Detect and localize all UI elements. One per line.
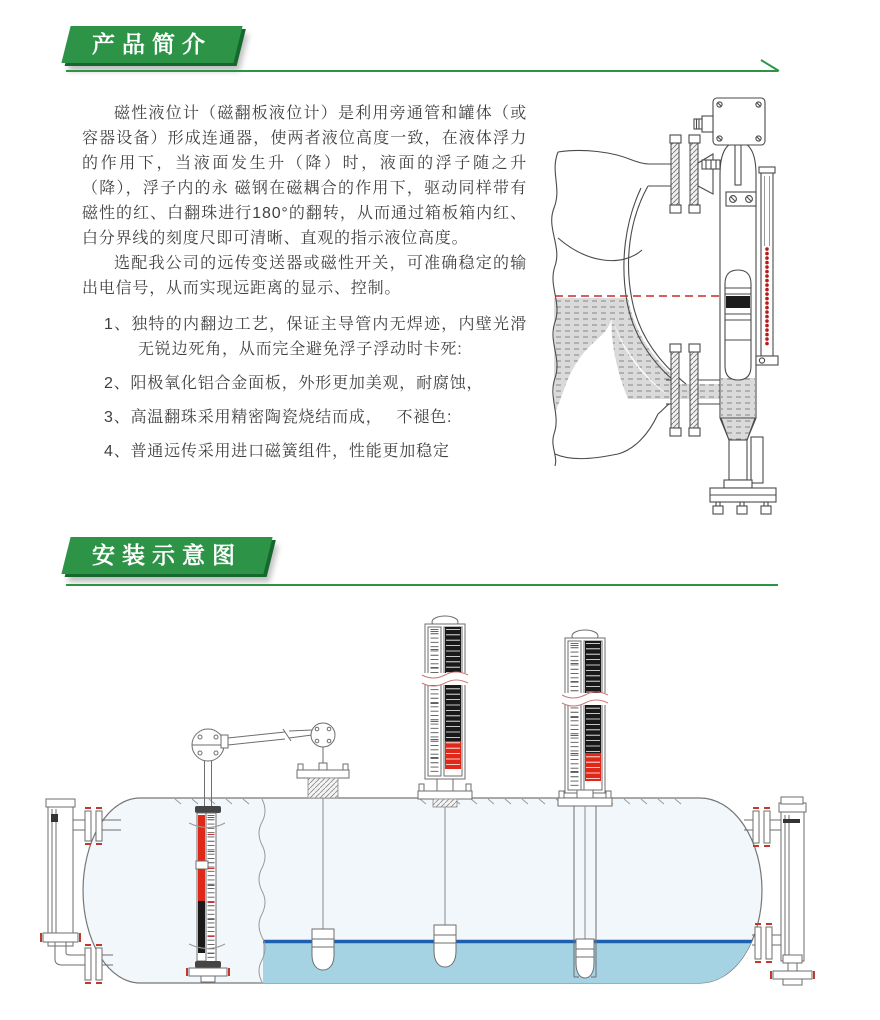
feature-item: 2、阳极氧化铝合金面板，外形更加美观，耐腐蚀， bbox=[104, 375, 484, 392]
section-intro-banner bbox=[66, 26, 238, 63]
horizontal-tank bbox=[83, 798, 768, 984]
feature-item: 1、独特的内翻边工艺，保证主导管内无焊迹，内壁光滑无锐边死角，从而完全避免浮子浮动时卡死: bbox=[104, 316, 527, 358]
feature-item: 4、普通远传采用进口磁簧组件，性能更加稳定 bbox=[104, 443, 450, 460]
mounting-flange bbox=[418, 791, 472, 799]
section-intro-divider bbox=[66, 70, 778, 72]
tank-nozzle-flange bbox=[297, 770, 349, 778]
float-in-tank bbox=[312, 929, 334, 970]
drain-flange bbox=[773, 971, 812, 979]
section-install-title: 安装示意图 bbox=[92, 542, 242, 568]
float-in-tank bbox=[434, 925, 456, 967]
junction-box bbox=[694, 98, 765, 145]
tank-liquid bbox=[263, 942, 768, 985]
float bbox=[725, 270, 751, 380]
length-break-mark bbox=[562, 692, 608, 706]
section-intro-title: 产品简介 bbox=[92, 31, 212, 57]
section-install-banner bbox=[66, 537, 268, 574]
installation-diagram bbox=[25, 593, 880, 1018]
section-install-divider bbox=[66, 584, 778, 586]
mounting-flange bbox=[558, 798, 612, 806]
intro-paragraph: 选配我公司的远传变送器或磁性开关，可准确稳定的输出电信号，从而实现远距离的显示、控制。 bbox=[82, 255, 527, 297]
indicator-rail bbox=[756, 167, 778, 365]
intro-text-block bbox=[82, 101, 527, 473]
drain-flange bbox=[710, 437, 776, 514]
upper-nozzle-flange bbox=[648, 135, 713, 213]
cable-gland bbox=[694, 116, 713, 132]
float-in-tube bbox=[576, 939, 594, 978]
chamber-clamp bbox=[726, 192, 756, 206]
feature-list bbox=[82, 312, 527, 464]
divider-arrow-icon bbox=[759, 59, 781, 72]
length-break-mark bbox=[422, 672, 468, 686]
flange bbox=[43, 933, 78, 942]
intro-paragraph: 磁性液位计（磁翻板液位计）是利用旁通管和罐体（或容器设备）形成连通器，使两者液位高度一致，在液体浮力的作用下，当液面发生升（降）时，液面的浮子随之升（降），浮子内的永 磁钢在磁耦合的作用下，驱动同样带有磁性的红、白翻珠进行180°的翻转，从而通过箱板箱内红、白分界线的刻度尺即可清晰、直观的指示液位高度。 bbox=[82, 105, 527, 247]
feature-item: 3、高温翻珠采用精密陶瓷烧结而成， 不褪色: bbox=[104, 409, 453, 426]
gauge-structure-diagram bbox=[528, 88, 878, 533]
